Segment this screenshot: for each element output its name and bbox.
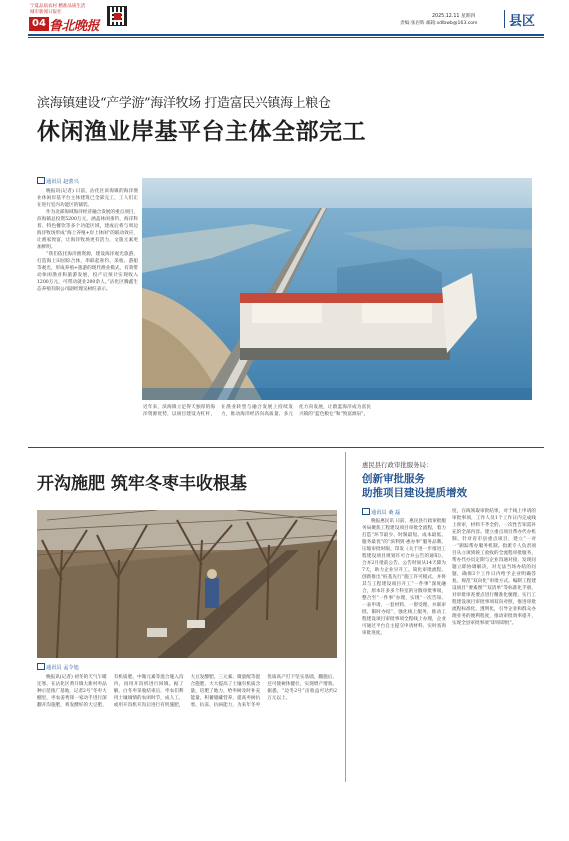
- page-number-badge: [29, 17, 49, 31]
- story1-kicker: 滨海镇建设“产学游”海洋牧场 打造富民兴镇海上粮仓: [37, 96, 331, 111]
- story1-headline: 休闲渔业岸基平台主体全部完工: [37, 118, 366, 145]
- story2-byline: 通讯员 孟令旭: [37, 663, 79, 671]
- story1-text-column: [37, 188, 138, 293]
- story3-byline: 通讯员 桑 磊: [362, 508, 400, 516]
- story3-headline-line1: 创新审批服务: [362, 473, 425, 485]
- story3-column2: 度，在线领取审批结果，对于线上申请的审批事项，工作人员1个工作日内完成线上预审，材料不齐全的，一次性告知需补充的全部内容。建立重点项目帮办代办机制。针对省市县重点项目，建立“一对一”跟踪帮办服务机制。指派专人负责项目从立项到竣工验收的全流程审批服务，帮办代办员定期与企业沟通对接，发现问题立即协调解决，对无法当场办结的问题，确保3个工作日内给予企业明确答复。规范“双向化”审批方式。编制工程建设项目“要素图”“双清单”等标准化手册，对审批审查要点进行精准化梳理，实行工程建设项目审批事项双向对照，推进审批流程标准化、透明化，引导企业和群众办理业务的便利程度，推动审批效率提升，实现全县审批事项“即审即批”。: [452, 509, 536, 626]
- page-number: 04: [32, 18, 46, 29]
- orchard-photo-illustration: [37, 510, 337, 658]
- pier-photo-illustration: [142, 178, 532, 400]
- story-vertical-divider: [345, 452, 346, 782]
- qr-code: [107, 6, 127, 26]
- story2-body: 晚报讯(记者) 初冬的天气乍暖还寒，在沾化区黄升镇大新村枣品种示范推广基地，记者2号“冬枣大棚里，枣农姜秀锋一家动手进行深翻开沟施肥，将发酵好的大豆肥、有机质肥、中微元素等混合施入沟内，再用开沟机进行回填。据了解，白冬枣采收结束后，枣农们利用土壤墒情的农闲时节，成人工、或用开沟机开沟后进行有机施肥，大豆发酵肥、三元素、微量配等混合施肥，大大提高了土壤有机质含量，培肥了地力，给枣树及时补充能量，积蓄储藏营养，提高枣树抗寒、抗冻、抗病能力，为来年冬枣优质高产打下坚实基础，翻施后，还可使树体健壮，实现增产增效。据悉，“边冬2号”亩收益可达约2万元以上。: [37, 675, 337, 708]
- story1-photo: [142, 178, 532, 400]
- date-issue: 2025.12.11 星期四: [432, 14, 476, 19]
- story1-bottom-rule: [28, 447, 544, 448]
- story2-headline: 开沟施肥 筑牢冬枣丰收根基: [37, 474, 247, 494]
- story1-byline: 通讯员 赵蕾兴: [37, 177, 79, 185]
- story2-photo: [37, 510, 337, 658]
- story1-para: 晚报讯(记者) 日前，沾化区滨海镇的海洋渔业休闲岸基平台主体建筑已全部完工，工人们正在进行室内功能区的铺装。: [37, 189, 138, 208]
- editors: 责编:张岩辉 邮箱:sdlbwb@163.com: [400, 21, 478, 26]
- story1-para: 作为北部海域海洋经济融合发展的重点项目，滨海镇总投资5200万元，涵盖休闲垂钓、海洋科普、特色餐饮等多个功能区域，建成后将与周边海洋牧场形成“海上养殖+岸上休闲”的联动效应，让渔家致富，让海洋牧场更有活力，文旅元素更加鲜明。: [37, 210, 138, 250]
- story1-para: “我们依托海洋渔资源，建设海洋观光旅游，打造海上田园综合体，串联起垂钓、采收、游船等观光，形成养殖+旅游的现代渔业模式，有效带动休闲渔业和旅游发展，投产后预计实现收入1200万元，可带动就业200余人。”沾化区腾鑫生态养殖有限公司副经理吴树旺表示。: [37, 252, 138, 292]
- story1-photo-caption: 近年来，滨海镇立足得天独厚的海洋资源优势，以项目建设为杠杆，在渔业转型与融合发展上持续发力，推动海洋经济向高质量、多元化方向发展，让蔚蓝海洋成为富民兴镇的“蓝色粮仓”和“致富源泉”。: [143, 405, 371, 417]
- section-divider: [504, 10, 505, 28]
- header-rule: [28, 34, 544, 36]
- story3-headline-line2: 助推项目建设提质增效: [362, 487, 467, 499]
- masthead: 鲁北晚报: [49, 19, 100, 34]
- slogan-line2: 城市新闻日报社: [30, 10, 62, 15]
- story3-headline: [362, 472, 467, 500]
- section-label: 县区: [509, 14, 536, 29]
- story3-kicker: 惠民县行政审批服务局：: [362, 461, 433, 469]
- slogan-line1: 宁夏品质农村 精准品质生活: [30, 4, 86, 9]
- story3-column1: 晚报惠民讯 日前，惠民县行政审批服务局聚焦工程建设项目审批全流程，着力打造“环节最少、时限最短、成本最低、服务最优”的“滨利到·惠办事”服务品牌。压缩审批时限。印发《关于进一步推进工程建设项目规划许可合并公告的通知》，合并2月批前公告、公告时间从14天降为7天，助力企业早开工。简化审批流程。创新推出“桩基先行”施工许可模式，并将其与工程建设项目开工“一件事”深度融合，原本许多多个科室的分散审批事项，整合至“一件事”办理，实现“一次告知、一表申请、一套材料、一窗受理、并联审批、限时办结”，强化线上服务，推动工程建设项目审批事项全程线上办理，企业可通过平台自主提交申请材料、实时查询审批进度。: [362, 519, 446, 636]
- header-rule-thin: [28, 37, 544, 38]
